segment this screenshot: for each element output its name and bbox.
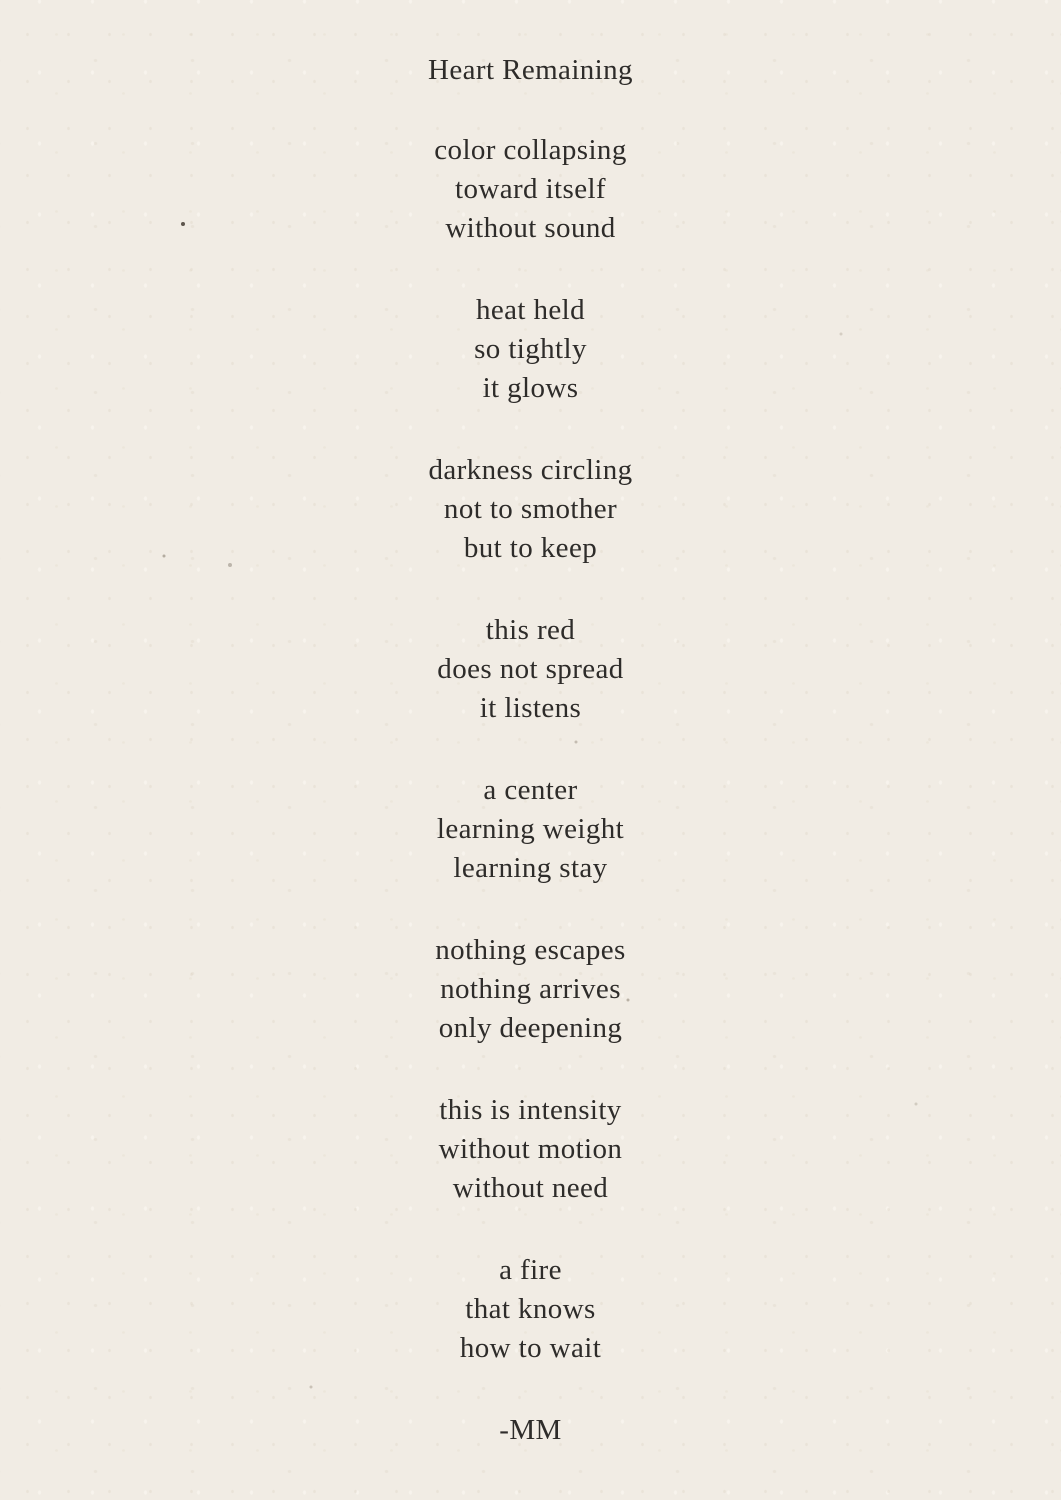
poem-line: not to smother <box>443 493 618 525</box>
poem-line: a fire <box>499 1254 562 1286</box>
poem-line: toward itself <box>455 173 606 205</box>
poem-line: this is intensity <box>439 1094 622 1126</box>
poem-stanza-5 <box>0 771 1061 888</box>
poem-line: heat held <box>475 294 586 326</box>
poem-title: Heart Remaining <box>428 54 633 86</box>
poem-stanza-7 <box>0 1091 1061 1208</box>
poem-line: darkness circling <box>428 454 633 486</box>
poem-line: learning weight <box>436 813 625 845</box>
poem-line: nothing escapes <box>435 934 626 966</box>
poem-stanza-4 <box>0 611 1061 728</box>
poem-line: that knows <box>465 1293 596 1325</box>
poem-line: so tightly <box>474 333 587 365</box>
poem-signature: -MM <box>499 1414 562 1446</box>
poem-line: color collapsing <box>434 134 627 166</box>
poem-stanza-6 <box>0 931 1061 1048</box>
poem-line: it listens <box>479 692 582 724</box>
poem-line: only deepening <box>438 1012 623 1044</box>
poem-line: learning stay <box>453 852 608 884</box>
poem-line: but to keep <box>463 532 598 564</box>
poem-line: without sound <box>445 212 616 244</box>
poem-stanza-1 <box>0 131 1061 248</box>
poem-line: it glows <box>482 372 579 404</box>
poem-line: how to wait <box>459 1332 602 1364</box>
poem-line: nothing arrives <box>440 973 621 1005</box>
poem-line: without need <box>452 1172 609 1204</box>
poem-stanza-3 <box>0 451 1061 568</box>
poem-stanza-8 <box>0 1251 1061 1368</box>
poem-line: without motion <box>438 1133 623 1165</box>
poem-line: does not spread <box>437 653 624 685</box>
poem-stanza-2 <box>0 291 1061 408</box>
poem-line: this red <box>485 614 576 646</box>
poem-line: a center <box>483 774 578 806</box>
